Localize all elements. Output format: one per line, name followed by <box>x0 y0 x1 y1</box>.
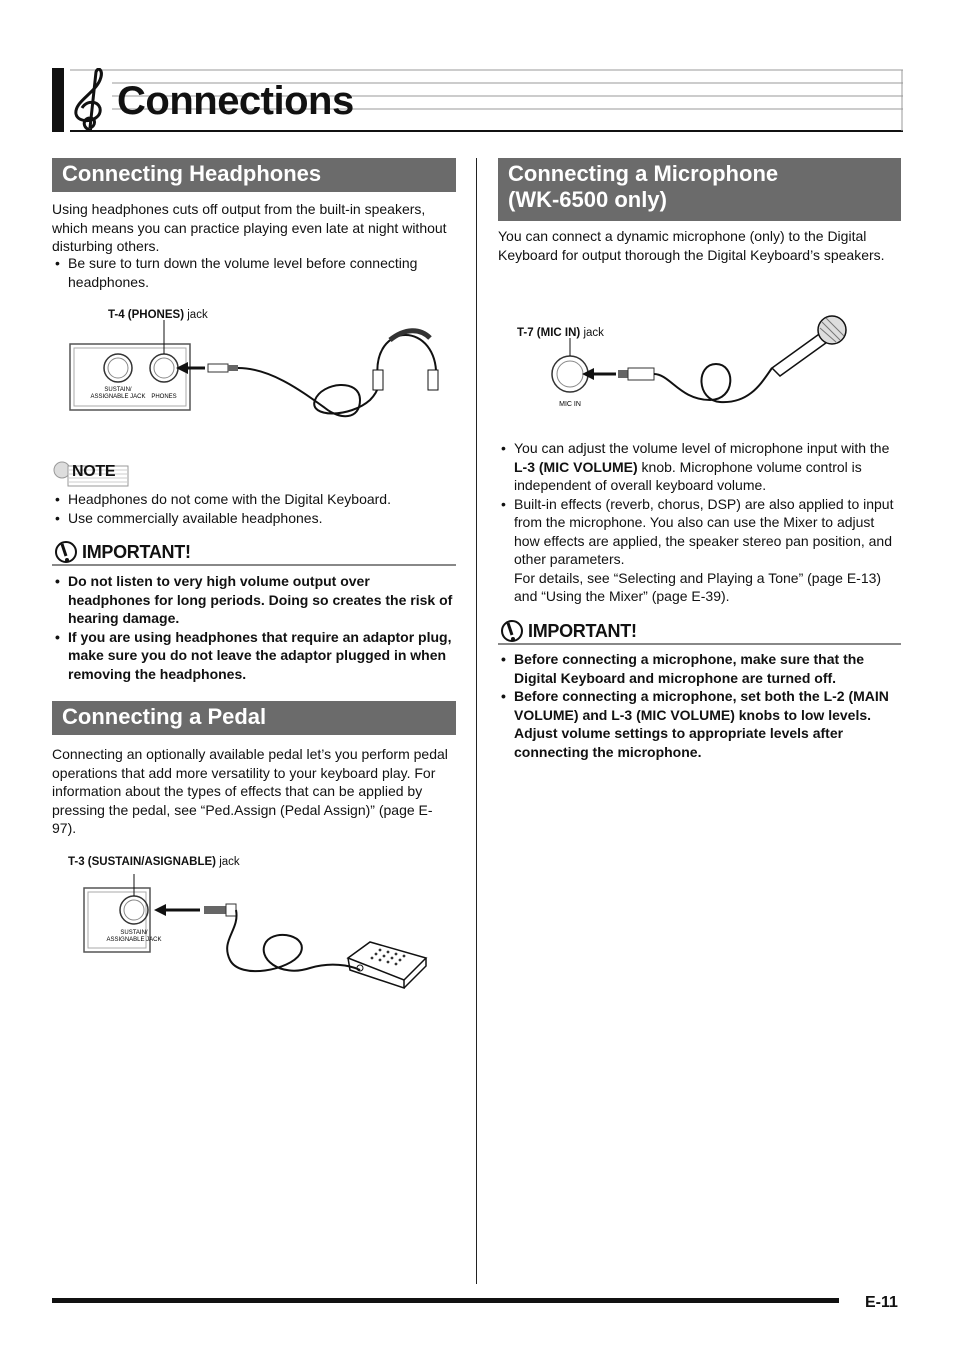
list-item: • Do not listen to very high volume output over headphones for long periods. Doing so creates the risk of hearing damage. <box>52 572 456 628</box>
list-item: • Headphones do not come with the Digital Keyboard. <box>52 490 456 509</box>
label-mic-in: MIC IN <box>559 401 581 408</box>
headphones-jack-caption: T-4 (PHONES) jack <box>108 309 208 321</box>
list-item: • Before connecting a microphone, set both the L-2 (MAIN VOLUME) and L-3 (MIC VOLUME) knobs to low levels. Adjust volume settings to appropriate levels after connecting the microphone. <box>498 687 901 761</box>
label-sustain-2: ASSIGNABLE JACK <box>90 394 146 400</box>
warning-icon <box>500 619 526 645</box>
headphones-connection-illustration <box>60 320 460 430</box>
microphone-connection-illustration <box>540 310 860 414</box>
note-label: NOTE <box>72 463 116 480</box>
important-bullets-left <box>52 572 456 683</box>
footer-rule <box>52 1298 839 1303</box>
page-number: E-11 <box>865 1294 898 1311</box>
mic-jack-caption: T-7 (MIC IN) jack <box>517 327 604 339</box>
section-heading-microphone: Connecting a Microphone (WK-6500 only) <box>498 158 901 221</box>
headphones-bullets <box>52 254 456 291</box>
important-heading-left: IMPORTANT! <box>52 540 456 566</box>
list-item: • Use commercially available headphones. <box>52 509 456 528</box>
warning-icon <box>54 540 80 566</box>
label-sustain-2: ASSIGNABLE JACK <box>106 937 162 943</box>
microphone-icon <box>772 316 846 376</box>
pedal-intro: Connecting an optionally available pedal let’s you perform pedal operations that add more versatility to your keyboard play. For information about the types of effects that can be applied by pressing the pedal, see “Ped.Assign (Pedal Assign)” (page E-97). <box>52 746 448 836</box>
treble-clef-icon <box>76 69 101 130</box>
headphones-intro: Using headphones cuts off output from the built-in speakers, which means you can practice playing even late at night without disturbing others. <box>52 201 447 254</box>
pedal-jack-caption: T-3 (SUSTAIN/ASIGNABLE) jack <box>68 856 240 868</box>
label-sustain-1: SUSTAIN/ <box>104 387 132 393</box>
column-divider <box>476 158 477 1284</box>
list-item: • Before connecting a microphone, make sure that the Digital Keyboard and microphone are turned off. <box>498 650 901 687</box>
list-item: • If you are using headphones that require an adaptor plug, make sure you do not leave the adaptor plugged in when removing the headphones. <box>52 628 456 684</box>
label-sustain-1: SUSTAIN/ <box>120 930 148 936</box>
pedal-connection-illustration <box>80 870 440 990</box>
list-item: • You can adjust the volume level of microphone input with the L-3 (MIC VOLUME) knob. Microphone volume control is independent of overall keyboard volume. <box>498 439 901 495</box>
section-heading-headphones: Connecting Headphones <box>52 158 456 192</box>
label-phones: PHONES <box>151 394 177 400</box>
important-bullets-right <box>498 650 901 761</box>
mic-bullets <box>498 439 901 606</box>
page-title: Connections <box>117 79 354 123</box>
note-bullets <box>52 490 456 527</box>
important-heading-right: IMPORTANT! <box>498 619 901 645</box>
list-item: • Be sure to turn down the volume level before connecting headphones. <box>52 254 456 291</box>
note-tag <box>52 460 132 488</box>
section-heading-pedal: Connecting a Pedal <box>52 701 456 735</box>
list-item: • Built-in effects (reverb, chorus, DSP) are also applied to input from the microphone. You also can use the Mixer to adjust how effects are applied, the speaker stereo pan position, and other parameters. For details, see “Selecting and Playing a Tone” (page E-13) and “Using the Mixer” (page E-39). <box>498 495 901 606</box>
microphone-intro: You can connect a dynamic microphone (only) to the Digital Keyboard for output thorough the Digital Keyboard’s speakers. <box>498 228 885 263</box>
